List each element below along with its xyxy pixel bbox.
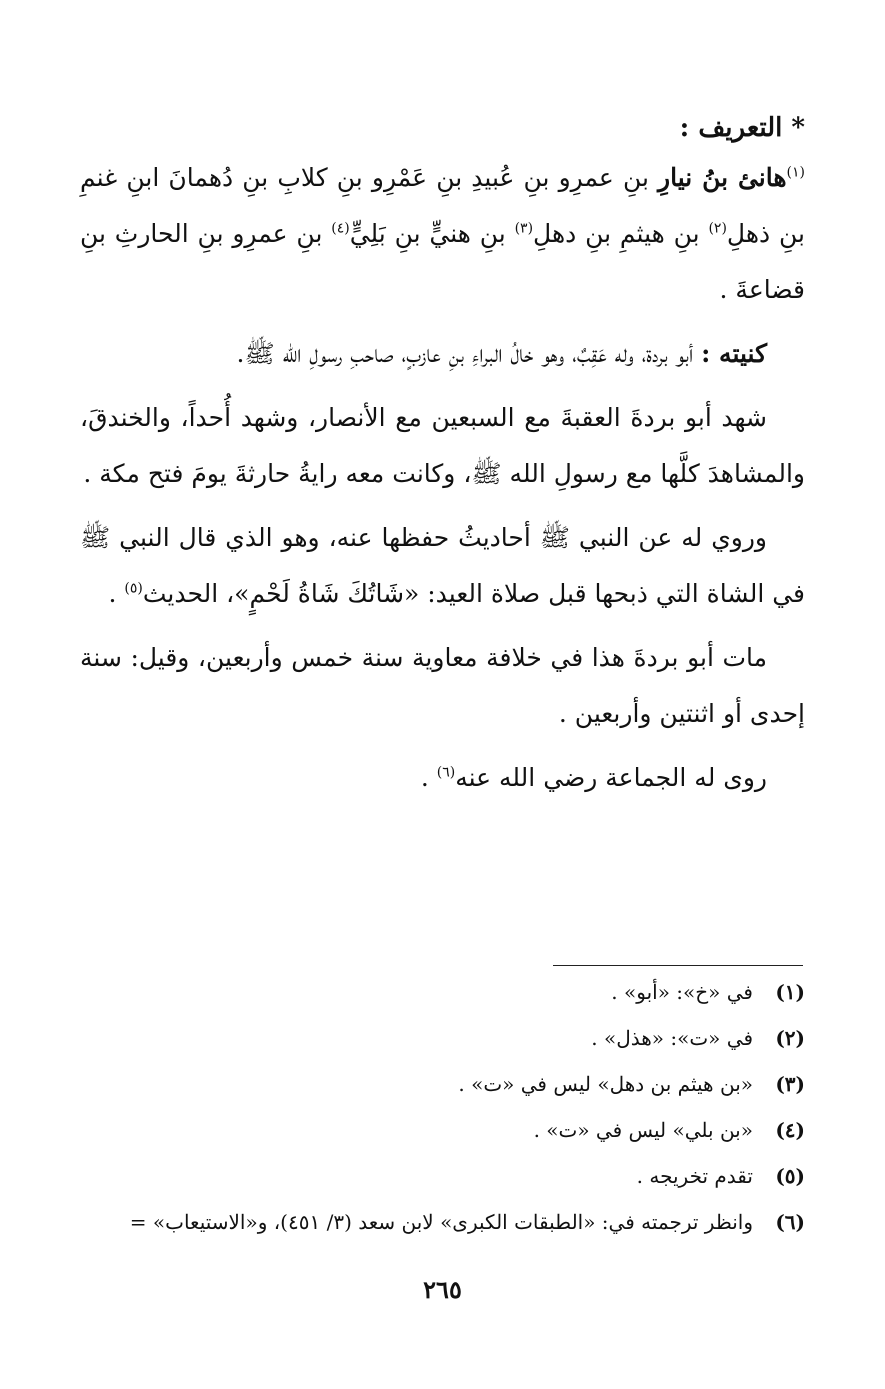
footnote-marker[interactable]: (٥): [124, 580, 143, 597]
footnote-number: (١): [775, 980, 805, 1004]
footnote-divider: [553, 965, 803, 966]
footnote-text: «بن بلي» ليس في «ت» .: [533, 1118, 753, 1142]
hadith-text: وروي له عن النبي ﷺ أحاديثُ حفظها عنه، وهو الذي قال النبي ﷺ في الشاة التي ذبحها قبل صلاة العيد: «شَاتُكَ شَاةُ لَحْمٍ»، الحديث: [80, 523, 805, 608]
footnote-marker[interactable]: (٣): [514, 220, 534, 237]
person-name: هانئ بنُ نيارِ: [658, 163, 787, 192]
footnote-text: «بن هيثم بن دهل» ليس في «ت» .: [458, 1072, 753, 1096]
kunya-label: كنيته :: [701, 339, 767, 368]
page-number: ٢٦٥: [423, 1275, 462, 1304]
hadith-end: .: [108, 579, 125, 608]
paragraph-name: [80, 150, 805, 318]
footnote-number: (٦): [775, 1210, 805, 1234]
footnote-number: (٢): [775, 1026, 805, 1050]
section-heading: * التعريف :: [679, 113, 805, 143]
footnote-text: تقدم تخريجه .: [636, 1164, 753, 1188]
kunya-text: أبو بردة، وله عَقِبٌ، وهو خالُ البراءِ بنِ عازبٍ، صاحبِ رسولِ الله ﷺ.: [236, 339, 702, 368]
paragraph-hadith: [80, 510, 805, 622]
footnote-marker[interactable]: (١): [786, 164, 806, 181]
footnote-marker[interactable]: (٦): [436, 764, 456, 781]
battles-text: شهد أبو بردةَ العقبةَ مع السبعين مع الأنصار، وشهد أُحداً، والخندقَ، والمشاهدَ كلَّها مع رسولِ الله ﷺ، وكانت معه رايةُ حارثةَ يومَ فتح مكة .: [80, 403, 805, 488]
narrators-text: روى له الجماعة رضي الله عنه: [455, 763, 767, 792]
footnotes: [75, 980, 805, 1256]
lineage-text: بنِ هنيٍّ بنِ بَلِيٍّ: [349, 219, 515, 248]
footnote-item: [75, 1026, 805, 1072]
footnote-item: [75, 1072, 805, 1118]
lineage-text: بنِ عمرِو بنِ الحارثِ بنِ قضاعةَ .: [80, 219, 805, 304]
footnote-marker[interactable]: (٢): [708, 220, 727, 237]
footnote-item: [75, 1164, 805, 1210]
footnote-text: في «ت»: «هذل» .: [591, 1026, 753, 1050]
footnote-text: في «خ»: «أبو» .: [611, 980, 753, 1004]
narrators-end: .: [420, 763, 437, 792]
lineage-text: بنِ هيثمِ بنِ دهلِ: [533, 219, 709, 248]
paragraph-death: [80, 630, 805, 742]
paragraph-narrators: [80, 750, 805, 806]
footnote-item: [75, 980, 805, 1026]
footnote-item: [75, 1118, 805, 1164]
death-text: مات أبو بردةَ هذا في خلافة معاوية سنة خمس وأربعين، وقيل: سنة إحدى أو اثنتين وأربعين .: [80, 643, 805, 728]
paragraph-battles: [80, 390, 805, 502]
footnote-number: (٥): [775, 1164, 805, 1188]
paragraph-kunya: [80, 326, 805, 382]
lineage-text: بنِ عمرِو بنِ عُبيدِ بنِ عَمْرِو بنِ كلابِ بنِ دُهمانَ ابنِ غنمِ بنِ ذهلِ: [80, 163, 805, 248]
footnote-number: (٣): [775, 1072, 805, 1096]
footnote-number: (٤): [775, 1118, 805, 1142]
footnote-text: وانظر ترجمته في: «الطبقات الكبرى» لابن سعد (٣/ ٤٥١)، و«الاستيعاب» =: [129, 1210, 753, 1234]
footnote-marker[interactable]: (٤): [331, 220, 350, 237]
footnote-item: [75, 1210, 805, 1256]
main-text: [80, 150, 805, 814]
